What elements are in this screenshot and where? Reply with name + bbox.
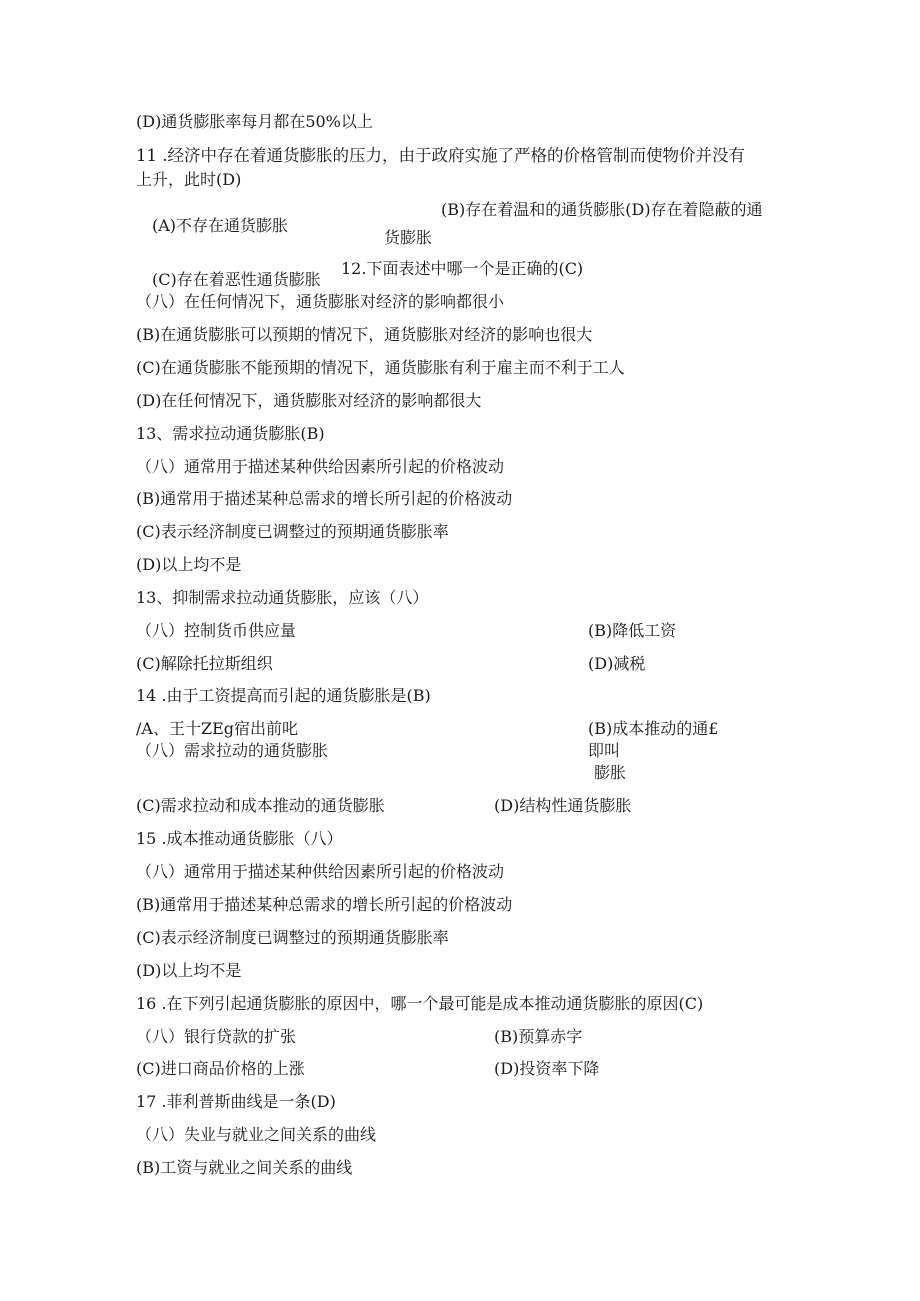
text-line: /A、王十ZEg宿出前叱 (136, 719, 298, 738)
text-line: 11 .经济中存在着通货膨胀的压力，由于政府实施了严格的价格管制而使物价并没有 (136, 146, 745, 165)
text-line: 14 .由于工资提高而引起的通货膨胀是(B) (136, 686, 431, 705)
text-line: (C)表示经济制度已调整过的预期通货膨胀率 (136, 928, 449, 947)
text-line: (D)以上均不是 (136, 555, 242, 574)
text-line: 膨胀 (594, 763, 627, 782)
text-line: (B)存在着温和的通货膨胀(D)存在着隐蔽的通 (441, 200, 763, 219)
text-line: (D)减税 (588, 654, 646, 673)
text-line: （八）需求拉动的通货膨胀 (136, 741, 329, 760)
text-line: (D)投资率下降 (494, 1059, 600, 1078)
text-line: （八）银行贷款的扩张 (136, 1027, 297, 1046)
text-line: 13、抑制需求拉动通货膨胀，应该（八） (136, 588, 429, 607)
text-line: (D)通货膨胀率每月都在50%以上 (136, 112, 373, 131)
text-line: 货膨胀 (384, 228, 433, 247)
text-line: (B)在通货膨胀可以预期的情况下，通货膨胀对经济的影响也很大 (136, 325, 593, 344)
text-line: （八）控制货币供应量 (136, 621, 297, 640)
text-line: (D)以上均不是 (136, 961, 242, 980)
text-line: 13、需求拉动通货膨胀(B) (136, 424, 325, 443)
text-line: (C)存在着恶性通货膨胀 (152, 270, 321, 289)
text-line: (A)不存在通货膨胀 (152, 216, 289, 235)
text-line: (C)进口商品价格的上涨 (136, 1059, 305, 1078)
text-line: (C)解除托拉斯组织 (136, 654, 273, 673)
text-line: 17 .菲利普斯曲线是一条(D) (136, 1092, 336, 1111)
text-line: (D)在任何情况下，通货膨胀对经济的影响都很大 (136, 391, 482, 410)
text-line: （八）通常用于描述某种供给因素所引起的价格波动 (136, 457, 505, 476)
text-line: 即叫 (588, 741, 621, 760)
text-line: （八）失业与就业之间关系的曲线 (136, 1125, 377, 1144)
text-line: (B)预算赤字 (494, 1027, 583, 1046)
text-line: 15 .成本推动通货膨胀（八） (136, 829, 343, 848)
text-line: (B)通常用于描述某种总需求的增长所引起的价格波动 (136, 895, 513, 914)
text-line: 12.下面表述中哪一个是正确的(C) (341, 259, 584, 278)
text-line: (B)成本推动的通£ (588, 719, 719, 738)
text-line: (B)通常用于描述某种总需求的增长所引起的价格波动 (136, 489, 513, 508)
text-line: 上升，此时(D) (136, 170, 242, 189)
text-line: (C)表示经济制度已调整过的预期通货膨胀率 (136, 522, 449, 541)
text-line: (C)需求拉动和成本推动的通货膨胀 (136, 796, 385, 815)
text-line: (B)降低工资 (588, 621, 677, 640)
text-line: (C)在通货膨胀不能预期的情况下，通货膨胀有利于雇主而不利于工人 (136, 358, 625, 377)
text-line: (B)工资与就业之间关系的曲线 (136, 1158, 353, 1177)
text-line: （八）通常用于描述某种供给因素所引起的价格波动 (136, 862, 505, 881)
text-line: (D)结构性通货膨胀 (494, 796, 632, 815)
text-line: 16 .在下列引起通货膨胀的原因中，哪一个最可能是成本推动通货膨胀的原因(C) (136, 994, 704, 1013)
text-line: （八）在任何情况下，通货膨胀对经济的影响都很小 (136, 292, 505, 311)
